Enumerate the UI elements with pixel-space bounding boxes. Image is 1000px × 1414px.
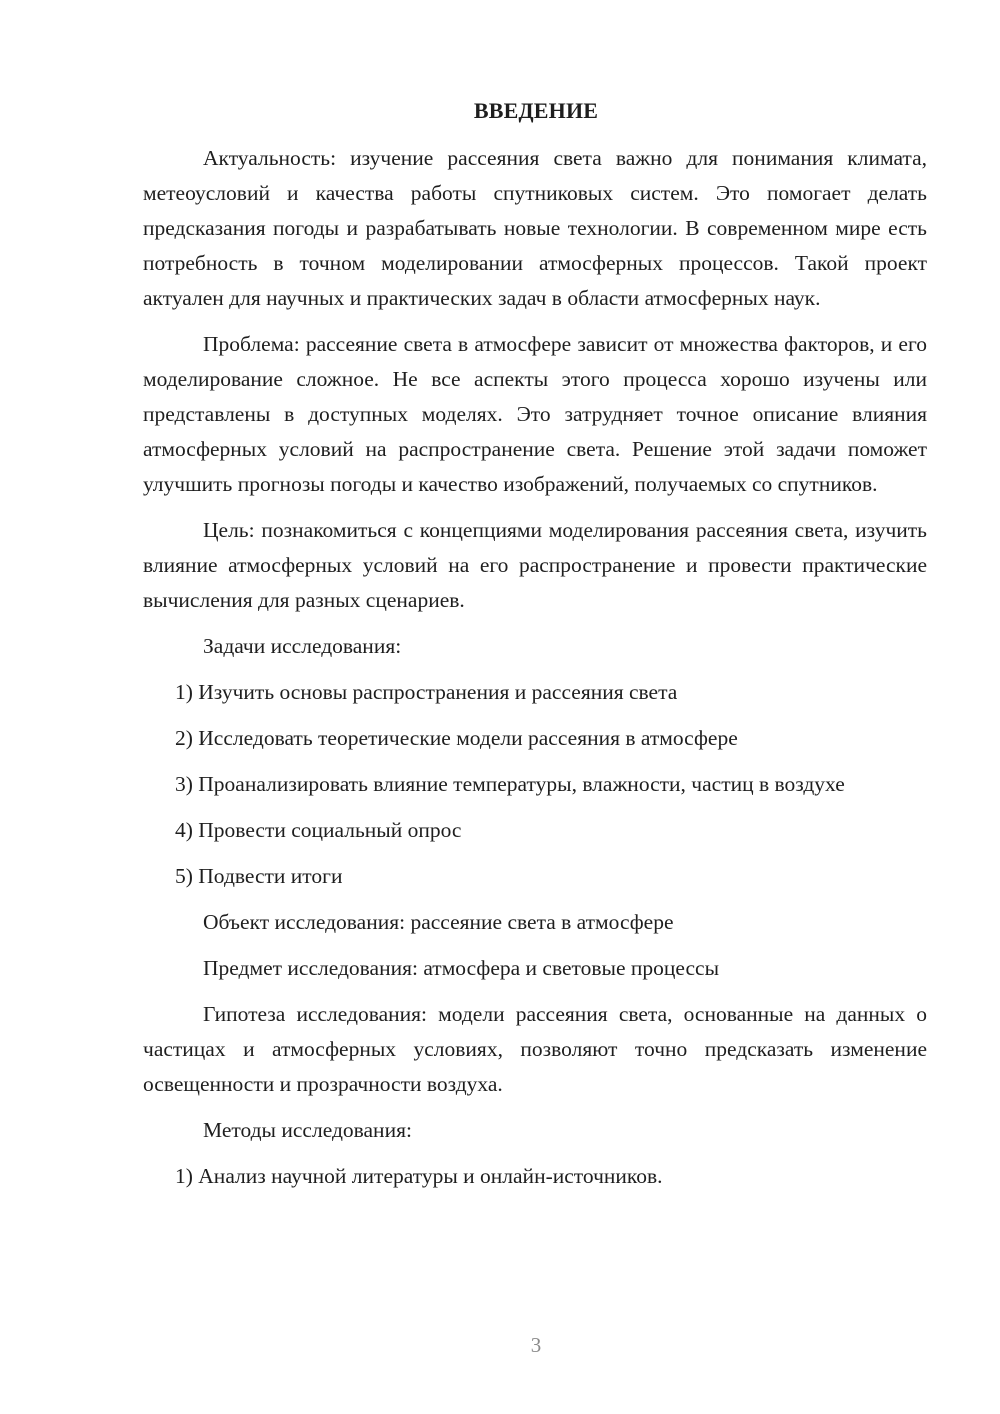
task-item-3: 3) Проанализировать влияние температуры, влажности, частиц в воздухе [175, 772, 845, 796]
paragraph-goal: Цель: познакомиться с концепциями моделирования рассеяния света, изучить влияние атмосферных условий на его распространение и провести практические вычисления для разных сценариев. [143, 518, 927, 612]
paragraph-subject: Предмет исследования: атмосфера и световые процессы [203, 956, 720, 980]
tasks-heading: Задачи исследования: [203, 634, 402, 658]
task-item-1: 1) Изучить основы распространения и рассеяния света [175, 680, 678, 704]
task-item-5: 5) Подвести итоги [175, 864, 343, 888]
task-item-2: 2) Исследовать теоретические модели рассеяния в атмосфере [175, 726, 738, 750]
paragraph-hypothesis: Гипотеза исследования: модели рассеяния света, основанные на данных о частицах и атмосферных условиях, позволяют точно предсказать изменение освещенности и прозрачности воздуха. [143, 1002, 927, 1096]
methods-heading: Методы исследования: [203, 1118, 412, 1142]
page-number: 3 [530, 1333, 542, 1357]
paragraph-relevance: Актуальность: изучение рассеяния света важно для понимания климата, метеоусловий и качества работы спутниковых систем. Это помогает делать предсказания погоды и разрабатывать новые технологии. В современном мире есть потребность в точном моделировании атмосферных процессов. Такой проект актуален для научных и практических задач в области атмосферных наук. [143, 146, 927, 310]
section-heading: ВВЕДЕНИЕ [473, 98, 599, 123]
paragraph-object: Объект исследования: рассеяние света в атмосфере [203, 910, 674, 934]
method-item-1: 1) Анализ научной литературы и онлайн-источников. [175, 1164, 663, 1188]
body-text [143, 141, 927, 1205]
paragraph-problem: Проблема: рассеяние света в атмосфере зависит от множества факторов, и его моделирование сложное. Не все аспекты этого процесса хорошо изучены или представлены в доступных моделях. Это затрудняет точное описание влияния атмосферных условий на распространение света. Решение этой задачи поможет улучшить прогнозы погоды и качество изображений, получаемых со спутников. [143, 332, 927, 496]
task-item-4: 4) Провести социальный опрос [175, 818, 462, 842]
